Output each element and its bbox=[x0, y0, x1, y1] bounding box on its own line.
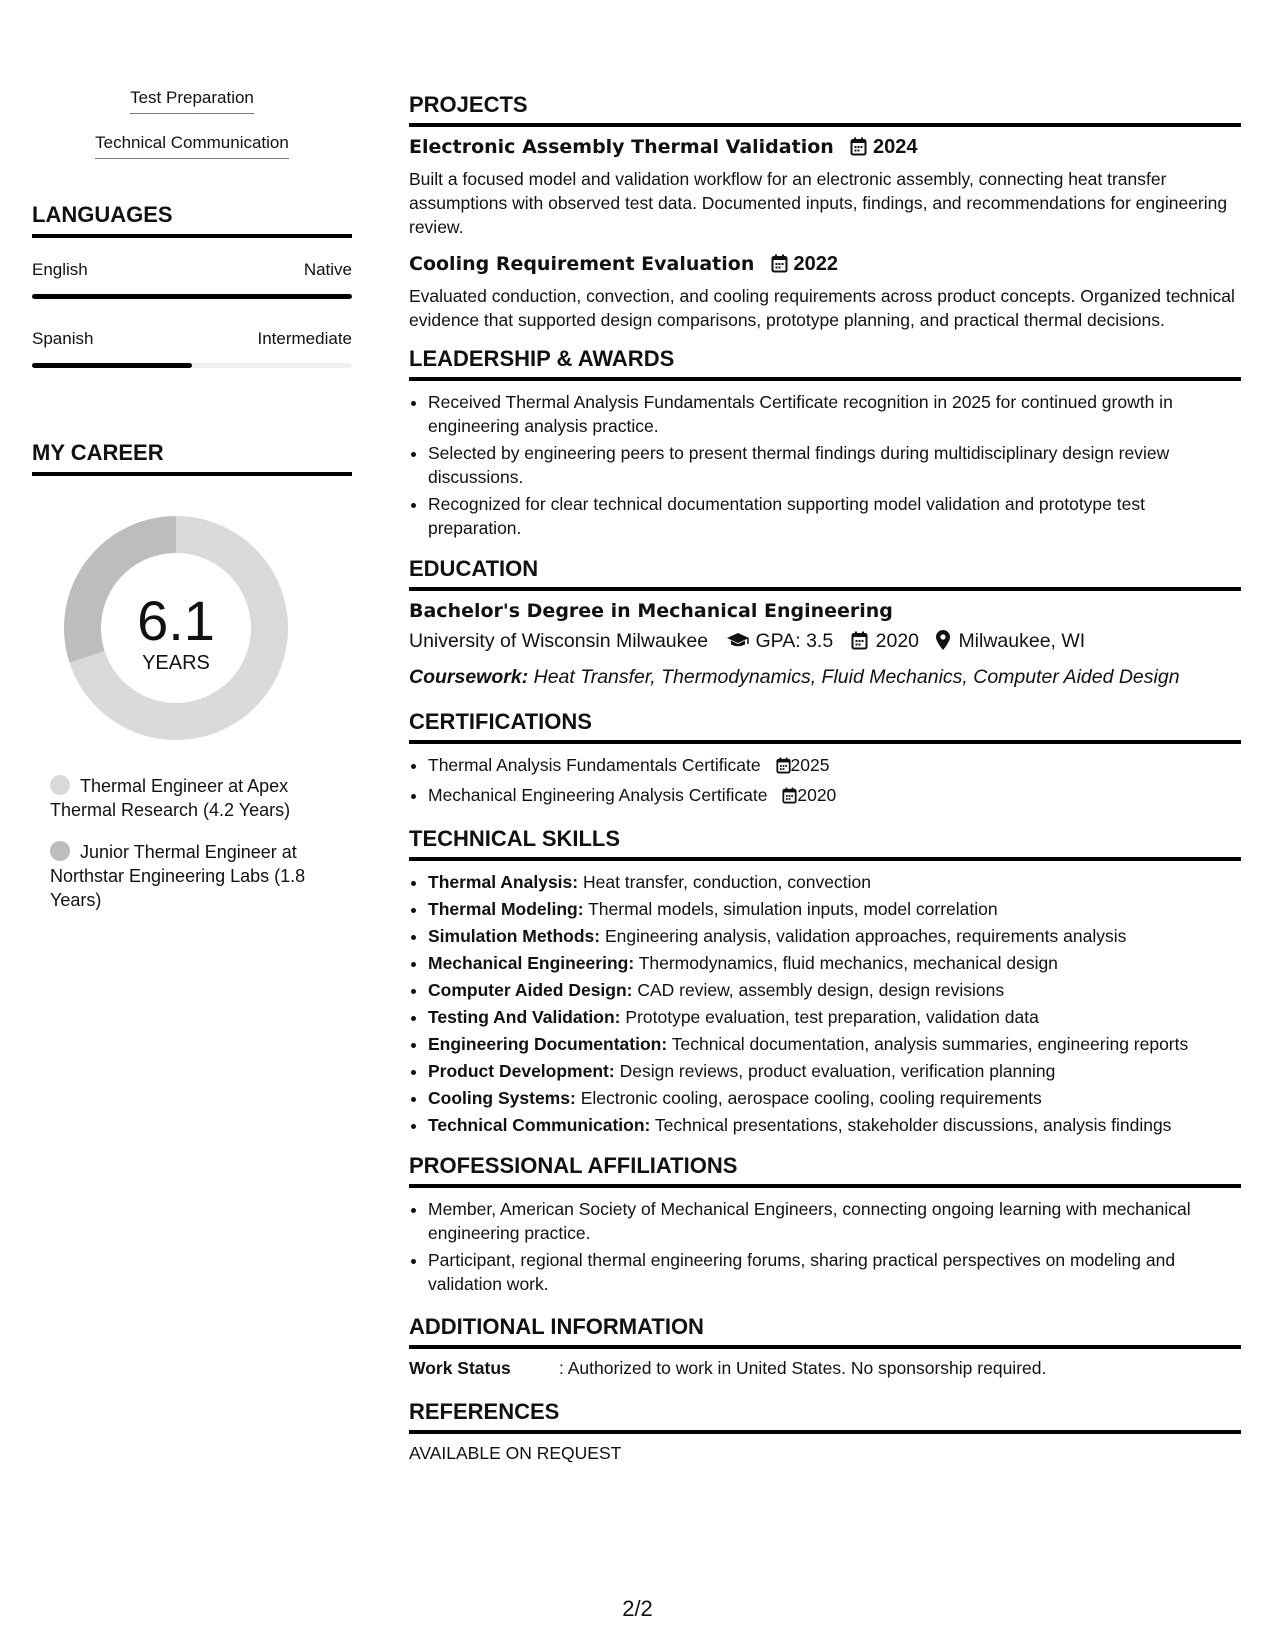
left-column bbox=[32, 82, 352, 912]
list-item: • Recognized for clear technical documentation supporting model validation and prototype test preparation. bbox=[428, 492, 1241, 540]
affiliations-list bbox=[409, 1197, 1241, 1296]
certifications-list bbox=[409, 753, 1241, 810]
technical-skills-heading: TECHNICAL SKILLS bbox=[409, 826, 1241, 861]
skill-label: Cooling Systems: bbox=[428, 1088, 576, 1108]
certification-item bbox=[428, 783, 1241, 810]
skill-text: Technical presentations, stakeholder discussions, analysis findings bbox=[654, 1115, 1172, 1135]
coursework-label: Coursework: bbox=[409, 666, 529, 688]
page-number: 2/2 bbox=[622, 1596, 653, 1621]
leadership-list bbox=[409, 390, 1241, 540]
education-heading: EDUCATION bbox=[409, 556, 1241, 591]
additional-info-heading: ADDITIONAL INFORMATION bbox=[409, 1314, 1241, 1349]
graduation-year: 2020 bbox=[875, 630, 920, 652]
degree-title: Bachelor's Degree in Mechanical Engineering bbox=[409, 600, 893, 622]
career-entry-label: Thermal Engineer at Apex Thermal Research (4.2 Years) bbox=[50, 776, 291, 820]
language-name: Spanish bbox=[32, 329, 94, 348]
skill-text: Electronic cooling, aerospace cooling, cooling requirements bbox=[580, 1088, 1042, 1108]
project-description: Evaluated conduction, convection, and cooling requirements across product concepts. Organized technical evidence that supported design comparisons, prototype planning, and practical thermal decisions. bbox=[409, 286, 1235, 330]
work-status-row bbox=[409, 1358, 1241, 1379]
skill-tag: Technical Communication bbox=[95, 127, 289, 159]
calendar-icon bbox=[851, 631, 876, 656]
skill-text: Engineering analysis, validation approaches, requirements analysis bbox=[604, 926, 1127, 946]
skill-label: Thermal Modeling: bbox=[428, 899, 584, 919]
project-name: Cooling Requirement Evaluation bbox=[409, 253, 755, 275]
projects-heading: PROJECTS bbox=[409, 92, 1241, 127]
skill-item bbox=[428, 978, 1241, 1002]
certification-item bbox=[428, 753, 1241, 780]
school-name: University of Wisconsin Milwaukee bbox=[409, 630, 709, 652]
right-column bbox=[409, 92, 1241, 1464]
skill-item bbox=[428, 951, 1241, 975]
career-entry bbox=[50, 840, 320, 912]
list-item: • Member, American Society of Mechanical Engineers, connecting ongoing learning with mechanical engineering practice. bbox=[428, 1197, 1241, 1245]
skill-item bbox=[428, 1059, 1241, 1083]
project-year: 2022 bbox=[793, 253, 839, 275]
project-item bbox=[409, 136, 1241, 239]
graduation-cap-icon bbox=[726, 630, 756, 652]
calendar-icon bbox=[771, 254, 788, 279]
language-bar-fill bbox=[32, 294, 352, 299]
skill-label: Thermal Analysis: bbox=[428, 872, 579, 892]
language-bar bbox=[32, 294, 352, 299]
language-bar-fill bbox=[32, 363, 192, 368]
references-heading: REFERENCES bbox=[409, 1399, 1241, 1434]
project-item bbox=[409, 253, 1241, 332]
work-status-label: Work Status bbox=[409, 1358, 511, 1378]
gpa: GPA: 3.5 bbox=[755, 630, 834, 652]
skill-label: Testing And Validation: bbox=[428, 1007, 621, 1027]
skill-text: Heat transfer, conduction, convection bbox=[582, 872, 871, 892]
skill-text: Prototype evaluation, test preparation, validation data bbox=[625, 1007, 1039, 1027]
education-details bbox=[409, 630, 1241, 656]
project-name: Electronic Assembly Thermal Validation bbox=[409, 136, 834, 158]
coursework-list: Heat Transfer, Thermodynamics, Fluid Mechanics, Computer Aided Design bbox=[533, 666, 1180, 688]
skill-label: Mechanical Engineering: bbox=[428, 953, 635, 973]
location: Milwaukee, WI bbox=[958, 630, 1086, 652]
affiliations-heading: PROFESSIONAL AFFILIATIONS bbox=[409, 1153, 1241, 1188]
skill-tags bbox=[32, 82, 352, 172]
certification-name: Thermal Analysis Fundamentals Certificate bbox=[428, 755, 761, 775]
list-item: • Received Thermal Analysis Fundamentals Certificate recognition in 2025 for continued growth in engineering analysis practice. bbox=[428, 390, 1241, 438]
coursework bbox=[409, 666, 1241, 689]
career-unit: YEARS bbox=[142, 652, 210, 674]
skill-tag: Test Preparation bbox=[130, 82, 254, 114]
technical-skills-list bbox=[409, 870, 1241, 1137]
location-pin-icon bbox=[936, 630, 958, 652]
skill-item bbox=[428, 924, 1241, 948]
career-legend-dot bbox=[50, 841, 70, 861]
references-text: AVAILABLE ON REQUEST bbox=[409, 1443, 622, 1463]
language-item bbox=[32, 260, 352, 299]
project-description: Built a focused model and validation workflow for an electronic assembly, connecting heat transfer assumptions with observed test data. Documented inputs, findings, and recommendations for engineering review. bbox=[409, 169, 1228, 237]
skill-item bbox=[428, 870, 1241, 894]
skill-label: Technical Communication: bbox=[428, 1115, 651, 1135]
skill-text: Thermodynamics, fluid mechanics, mechanical design bbox=[638, 953, 1058, 973]
work-status-value: : Authorized to work in United States. No sponsorship required. bbox=[559, 1358, 1047, 1378]
skill-label: Product Development: bbox=[428, 1061, 615, 1081]
certification-year: 2025 bbox=[790, 755, 830, 775]
career-entry-label: Junior Thermal Engineer at Northstar Engineering Labs (1.8 Years) bbox=[50, 842, 306, 910]
project-year: 2024 bbox=[872, 136, 918, 158]
language-item bbox=[32, 329, 352, 368]
language-bar bbox=[32, 363, 352, 368]
language-name: English bbox=[32, 260, 88, 279]
certifications-heading: CERTIFICATIONS bbox=[409, 709, 1241, 744]
career-donut bbox=[32, 516, 352, 756]
leadership-heading: LEADERSHIP & AWARDS bbox=[409, 346, 1241, 381]
skill-text: Technical documentation, analysis summaries, engineering reports bbox=[671, 1034, 1189, 1054]
skill-item bbox=[428, 1113, 1241, 1137]
skill-label: Simulation Methods: bbox=[428, 926, 601, 946]
career-heading: MY CAREER bbox=[32, 440, 352, 476]
skill-label: Computer Aided Design: bbox=[428, 980, 633, 1000]
list-item: • Selected by engineering peers to present thermal findings during multidisciplinary design review discussions. bbox=[428, 441, 1241, 489]
language-level: Native bbox=[303, 260, 352, 279]
skill-text: Thermal models, simulation inputs, model correlation bbox=[588, 899, 998, 919]
skill-text: CAD review, assembly design, design revisions bbox=[637, 980, 1005, 1000]
calendar-icon bbox=[850, 137, 867, 162]
skill-item bbox=[428, 1032, 1241, 1056]
skill-item bbox=[428, 1086, 1241, 1110]
skill-label: Engineering Documentation: bbox=[428, 1034, 668, 1054]
list-item: • Participant, regional thermal engineering forums, sharing practical perspectives on modeling and validation work. bbox=[428, 1248, 1241, 1296]
skill-item bbox=[428, 897, 1241, 921]
languages-heading: LANGUAGES bbox=[32, 202, 352, 238]
certification-name: Mechanical Engineering Analysis Certificate bbox=[428, 785, 768, 805]
certification-year: 2020 bbox=[797, 785, 837, 805]
calendar-icon bbox=[782, 786, 797, 810]
career-legend-dot bbox=[50, 775, 70, 795]
career-total: 6.1 bbox=[137, 589, 215, 652]
calendar-icon bbox=[776, 756, 791, 780]
career-entry bbox=[50, 774, 320, 822]
skill-text: Design reviews, product evaluation, verification planning bbox=[619, 1061, 1056, 1081]
language-level: Intermediate bbox=[257, 329, 352, 348]
skill-item bbox=[428, 1005, 1241, 1029]
